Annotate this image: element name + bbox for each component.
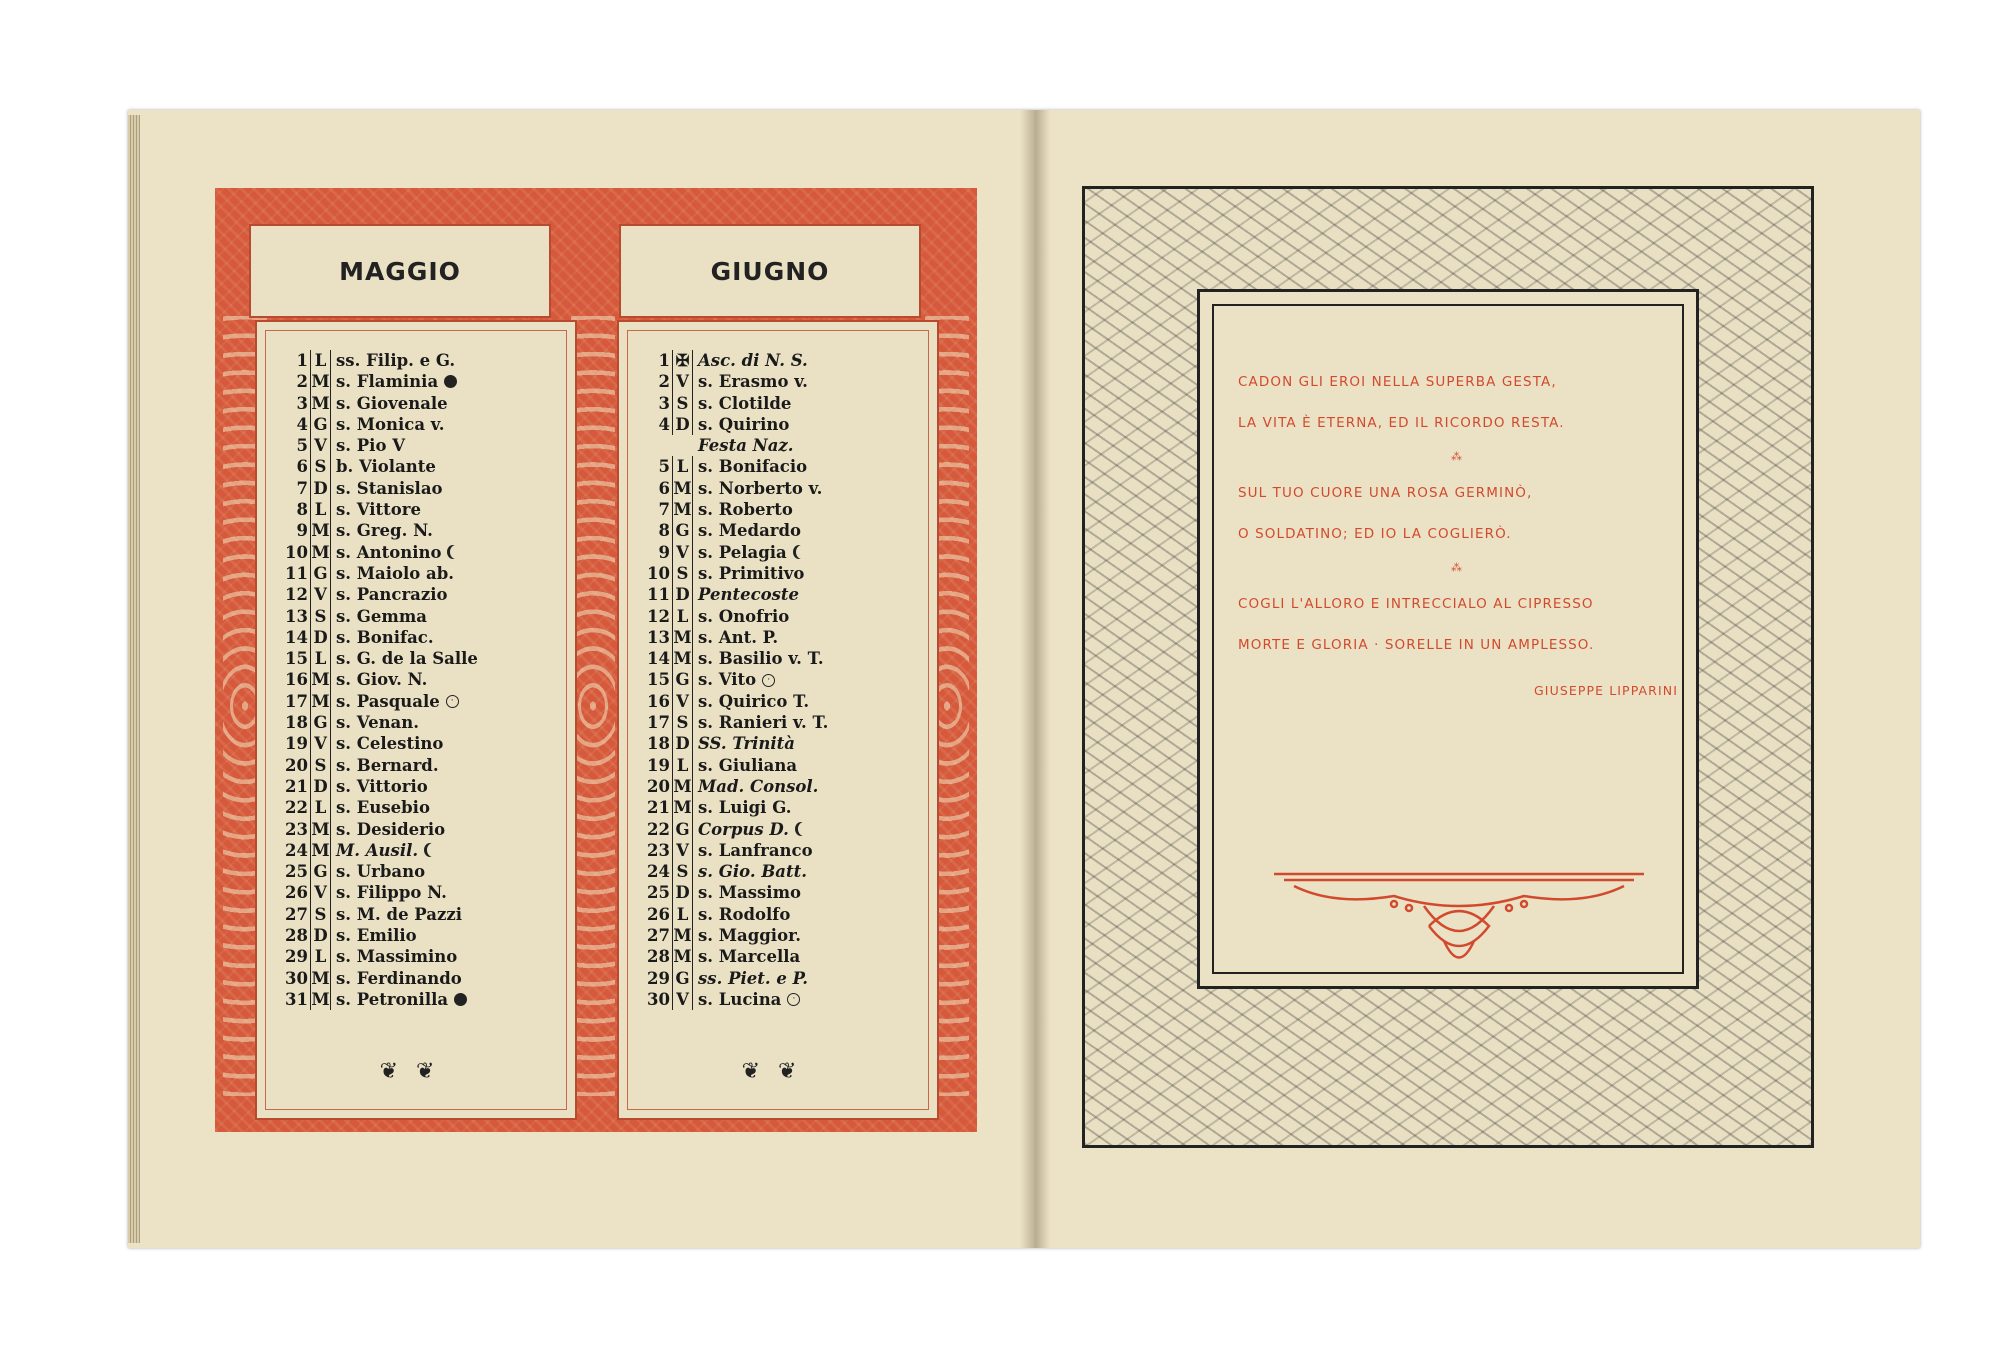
- calendar-day-row: [281, 755, 531, 776]
- calendar-day-row: [281, 840, 531, 861]
- saint-name: s. G. de la Salle: [336, 649, 478, 669]
- saint-name: s. Flaminia: [336, 372, 439, 392]
- weekday-letter: M: [673, 500, 692, 520]
- day-number: 10: [647, 563, 670, 583]
- moon-phase-new-icon: ·: [787, 993, 800, 1006]
- day-number: 1: [658, 351, 670, 370]
- day-number: 29: [647, 968, 670, 988]
- saint-name: s. Lanfranco: [698, 840, 813, 860]
- calendar-day-row: [643, 946, 893, 967]
- page-edges: [128, 115, 140, 1243]
- poem-line: CADON GLI EROI NELLA SUPERBA GESTA,: [1238, 374, 1557, 390]
- saint-name: b. Violante: [336, 457, 436, 477]
- day-number: 13: [647, 627, 670, 647]
- day-number: 18: [647, 734, 670, 754]
- day-number: 20: [647, 776, 670, 796]
- poem-line: COGLI L'ALLORO E INTRECCIALO AL CIPRESSO: [1238, 596, 1594, 612]
- calendar-day-row: [643, 819, 893, 840]
- moon-phase-crescent-icon: [795, 822, 807, 836]
- weekday-letter: M: [311, 393, 330, 413]
- holiday-note: Festa Naz.: [698, 436, 794, 456]
- day-number: 8: [296, 500, 308, 520]
- weekday-letter: G: [672, 520, 693, 541]
- calendar-day-row: [281, 435, 531, 456]
- day-list-maggio: [281, 350, 531, 1010]
- calendar-day-row: [281, 882, 531, 903]
- weekday-letter: S: [310, 456, 331, 477]
- weekday-letter: D: [310, 925, 331, 946]
- day-number: 9: [296, 521, 308, 541]
- weekday-letter: L: [310, 946, 331, 967]
- calendar-day-row: [643, 584, 893, 605]
- calendar-day-row: [643, 733, 893, 754]
- calendar-day-row: [281, 414, 531, 435]
- calendar-day-row: [281, 946, 531, 967]
- saint-name: s. Medardo: [698, 521, 802, 541]
- day-number: 16: [647, 691, 670, 711]
- saint-name: s. Maiolo ab.: [336, 563, 454, 583]
- weekday-letter: M: [673, 649, 692, 669]
- saint-name: s. Vittore: [336, 500, 421, 520]
- weekday-letter: V: [310, 882, 331, 903]
- day-number: 21: [647, 798, 670, 818]
- month-panel-maggio: [255, 320, 577, 1120]
- weekday-letter: V: [672, 989, 693, 1010]
- weekday-letter: V: [310, 435, 331, 456]
- saint-name: s. Urbano: [336, 862, 426, 882]
- weekday-letter: M: [311, 691, 330, 711]
- saint-name: s. Bonifacio: [698, 457, 808, 477]
- poem-line: SUL TUO CUORE UNA ROSA GERMINÒ,: [1238, 485, 1533, 501]
- saint-name: s. Roberto: [698, 500, 793, 520]
- saint-name: s. Pelagia: [698, 542, 787, 562]
- day-number: 3: [296, 393, 308, 413]
- saint-name: s. Venan.: [336, 713, 419, 733]
- weekday-letter: V: [310, 584, 331, 605]
- day-number: 22: [285, 798, 308, 818]
- calendar-day-row: [281, 691, 531, 712]
- saint-name: s. Massimo: [698, 883, 802, 903]
- month-panel-giugno: [617, 320, 939, 1120]
- saint-name: s. Pasquale: [336, 691, 440, 711]
- day-number: 5: [296, 436, 308, 456]
- weekday-letter: L: [672, 755, 693, 776]
- weekday-letter: D: [672, 584, 693, 605]
- calendar-day-row: [281, 819, 531, 840]
- day-number: 23: [647, 840, 670, 860]
- vine-ornament-center: [571, 316, 615, 1096]
- day-number: 4: [296, 414, 308, 434]
- calendar-day-row: [643, 414, 893, 457]
- calendar-day-row: [643, 669, 893, 690]
- poem-line: MORTE E GLORIA · SORELLE IN UN AMPLESSO.: [1238, 637, 1595, 653]
- weekday-letter: G: [310, 712, 331, 733]
- calendar-day-row: [281, 520, 531, 541]
- day-number: 20: [285, 755, 308, 775]
- day-number: 12: [285, 585, 308, 605]
- day-number: 1: [296, 351, 308, 370]
- saint-name: M. Ausil.: [336, 840, 419, 860]
- calendar-day-row: [643, 542, 893, 563]
- calendar-day-row: [643, 648, 893, 669]
- day-number: 19: [285, 734, 308, 754]
- weekday-letter: M: [311, 989, 330, 1009]
- weekday-letter: G: [310, 563, 331, 584]
- calendar-day-row: [643, 456, 893, 477]
- calendar-day-row: [643, 776, 893, 797]
- weekday-letter: M: [311, 670, 330, 690]
- calendar-day-row: [281, 393, 531, 414]
- weekday-letter: V: [672, 691, 693, 712]
- weekday-letter: G: [310, 861, 331, 882]
- saint-name: s. Clotilde: [698, 393, 792, 413]
- calendar-day-row: [281, 542, 531, 563]
- saint-name: s. Emilio: [336, 926, 417, 946]
- calendar-day-row: [643, 350, 893, 371]
- calendar-day-row: [643, 989, 893, 1010]
- saint-name: s. Massimino: [336, 947, 458, 967]
- calendar-day-row: [281, 797, 531, 818]
- saint-name: s. Pio V: [336, 436, 406, 456]
- weekday-letter: M: [673, 478, 692, 498]
- weekday-letter: L: [310, 350, 331, 371]
- calendar-day-row: [643, 393, 893, 414]
- day-number: 15: [285, 649, 308, 669]
- weekday-letter: L: [310, 499, 331, 520]
- day-number: 13: [285, 606, 308, 626]
- saint-name: s. Onofrio: [698, 606, 790, 626]
- day-number: 12: [647, 606, 670, 626]
- day-number: 2: [296, 372, 308, 392]
- saint-name: ss. Piet. e P.: [698, 968, 809, 988]
- calendar-day-row: [643, 499, 893, 520]
- saint-name: s. Stanislao: [336, 478, 443, 498]
- calendar-day-row: [281, 456, 531, 477]
- weekday-letter: V: [672, 840, 693, 861]
- day-number: 15: [647, 670, 670, 690]
- weekday-letter: D: [672, 414, 693, 435]
- calendar-day-row: [281, 904, 531, 925]
- poem-text: [1238, 374, 1678, 723]
- weekday-letter: L: [310, 648, 331, 669]
- day-number: 27: [285, 904, 308, 924]
- saint-name: Pentecoste: [698, 585, 800, 605]
- day-number: 24: [647, 862, 670, 882]
- calendar-day-row: [281, 968, 531, 989]
- day-number: 25: [647, 883, 670, 903]
- saint-name: s. Marcella: [698, 947, 801, 967]
- weekday-letter: M: [673, 926, 692, 946]
- moon-phase-full-icon: [454, 993, 467, 1006]
- saint-name: Corpus D.: [698, 819, 789, 839]
- saint-name: s. Lucina: [698, 989, 782, 1009]
- fleuron-ornament: ❦❦: [379, 1059, 453, 1084]
- calendar-day-row: [643, 606, 893, 627]
- weekday-letter: S: [310, 904, 331, 925]
- day-number: 21: [285, 776, 308, 796]
- day-number: 6: [296, 457, 308, 477]
- day-number: 17: [647, 713, 670, 733]
- saint-name: s. Ferdinando: [336, 968, 462, 988]
- saint-name: s. Greg. N.: [336, 521, 433, 541]
- weekday-letter: M: [673, 798, 692, 818]
- day-number: 8: [658, 521, 670, 541]
- saint-name: s. Bernard.: [336, 755, 439, 775]
- moon-phase-new-icon: ·: [446, 695, 459, 708]
- day-number: 26: [647, 904, 670, 924]
- day-number: 19: [647, 755, 670, 775]
- calendar-day-row: [643, 563, 893, 584]
- separator-ornament: ⁂: [1451, 450, 1465, 463]
- day-number: 29: [285, 947, 308, 967]
- calendar-day-row: [643, 755, 893, 776]
- day-number: 24: [285, 840, 308, 860]
- saint-name: s. Gemma: [336, 606, 427, 626]
- saint-name: s. Maggior.: [698, 926, 802, 946]
- weekday-letter: D: [672, 882, 693, 903]
- calendar-day-row: [643, 627, 893, 648]
- day-number: 3: [658, 393, 670, 413]
- calendar-day-row: [281, 733, 531, 754]
- saint-name: s. Desiderio: [336, 819, 446, 839]
- saint-name: s. Petronilla: [336, 989, 449, 1009]
- saint-name: s. Giovenale: [336, 393, 448, 413]
- poem-author: GIUSEPPE LIPPARINI: [1534, 683, 1678, 698]
- moon-phase-new-icon: ·: [762, 674, 775, 687]
- day-number: 9: [658, 542, 670, 562]
- poem-panel: [1212, 304, 1684, 974]
- saint-name: s. Luigi G.: [698, 798, 792, 818]
- saint-name: SS. Trinità: [698, 734, 795, 754]
- day-number: 30: [647, 989, 670, 1009]
- weekday-letter: M: [311, 840, 330, 860]
- calendar-day-row: [643, 904, 893, 925]
- day-number: 27: [647, 926, 670, 946]
- saint-name: s. Ranieri v. T.: [698, 713, 829, 733]
- calendar-day-row: [643, 925, 893, 946]
- weekday-letter: M: [311, 372, 330, 392]
- calendar-day-row: [643, 691, 893, 712]
- poem-line: O SOLDATINO; ED IO LA COGLIERÒ.: [1238, 526, 1512, 542]
- saint-name: s. Quirico T.: [698, 691, 810, 711]
- calendar-day-row: [281, 669, 531, 690]
- saint-name: s. Norberto v.: [698, 478, 823, 498]
- weekday-letter: S: [672, 861, 693, 882]
- calendar-day-row: [281, 606, 531, 627]
- day-number: 14: [285, 627, 308, 647]
- saint-name: s. Eusebio: [336, 798, 430, 818]
- saint-name: s. Celestino: [336, 734, 444, 754]
- calendar-frame: [215, 188, 977, 1132]
- saint-name: s. Basilio v. T.: [698, 649, 824, 669]
- day-number: 18: [285, 713, 308, 733]
- poem-outer-border: [1197, 289, 1699, 989]
- day-number: 26: [285, 883, 308, 903]
- calendar-day-row: [281, 925, 531, 946]
- calendar-day-row: [281, 861, 531, 882]
- day-number: 25: [285, 862, 308, 882]
- weekday-letter: S: [310, 606, 331, 627]
- saint-name: s. Antonino: [336, 542, 442, 562]
- calendar-day-row: [281, 712, 531, 733]
- saint-name: s. Vito: [698, 670, 757, 690]
- weekday-letter: L: [672, 606, 693, 627]
- weekday-letter: G: [672, 819, 693, 840]
- calendar-day-row: [643, 968, 893, 989]
- saint-name: s. Gio. Batt.: [698, 862, 807, 882]
- calendar-day-row: [643, 371, 893, 392]
- saint-name: s. Giuliana: [698, 755, 798, 775]
- weekday-letter: M: [673, 776, 692, 796]
- weekday-letter: L: [672, 904, 693, 925]
- saint-name: ss. Filip. e G.: [336, 351, 456, 370]
- saint-name: s. Ant. P.: [698, 627, 779, 647]
- saint-name: s. Primitivo: [698, 563, 805, 583]
- day-number: 14: [647, 649, 670, 669]
- poem-frame: [1082, 186, 1814, 1148]
- month-title-maggio: MAGGIO: [249, 224, 551, 318]
- calendar-day-row: [281, 648, 531, 669]
- weekday-letter: S: [672, 563, 693, 584]
- weekday-letter: V: [310, 733, 331, 754]
- weekday-letter: G: [310, 414, 331, 435]
- calendar-day-row: [643, 882, 893, 903]
- day-number: 11: [285, 563, 308, 583]
- spine-fold: [1020, 110, 1050, 1248]
- day-number: 7: [296, 478, 308, 498]
- calendar-day-row: [643, 861, 893, 882]
- month-title-giugno: GIUGNO: [619, 224, 921, 318]
- day-number: 28: [647, 947, 670, 967]
- weekday-letter: D: [672, 733, 693, 754]
- weekday-letter: M: [311, 542, 330, 562]
- day-number: 28: [285, 926, 308, 946]
- day-number: 17: [285, 691, 308, 711]
- day-number: 5: [658, 457, 670, 477]
- red-scroll-ornament: [1274, 866, 1644, 976]
- calendar-day-row: [643, 520, 893, 541]
- day-list-giugno: [643, 350, 893, 1010]
- weekday-letter: D: [310, 776, 331, 797]
- weekday-letter: G: [672, 669, 693, 690]
- weekday-letter: L: [672, 456, 693, 477]
- day-number: 16: [285, 670, 308, 690]
- saint-name: s. Rodolfo: [698, 904, 791, 924]
- weekday-letter: M: [673, 627, 692, 647]
- day-number: 2: [658, 372, 670, 392]
- saint-name: Mad. Consol.: [698, 776, 819, 796]
- weekday-letter: M: [311, 968, 330, 988]
- saint-name: s. Quirino Festa Naz.: [698, 414, 794, 456]
- poem-line: LA VITA È ETERNA, ED IL RICORDO RESTA.: [1238, 415, 1565, 431]
- separator-ornament: ⁂: [1451, 561, 1465, 574]
- day-number: 31: [285, 989, 308, 1009]
- day-number: 4: [658, 414, 670, 434]
- day-number: 30: [285, 968, 308, 988]
- calendar-day-row: [281, 499, 531, 520]
- day-number: 6: [658, 478, 670, 498]
- moon-phase-crescent-icon: [424, 843, 436, 857]
- calendar-day-row: [281, 478, 531, 499]
- calendar-day-row: [281, 627, 531, 648]
- weekday-letter: V: [672, 371, 693, 392]
- day-number: 10: [285, 542, 308, 562]
- saint-name: Asc. di N. S.: [698, 351, 808, 370]
- weekday-letter: D: [310, 627, 331, 648]
- calendar-day-row: [281, 371, 531, 392]
- weekday-letter: M: [311, 819, 330, 839]
- calendar-day-row: [281, 989, 531, 1010]
- moon-phase-crescent-icon: [793, 545, 805, 559]
- day-number: 22: [647, 819, 670, 839]
- weekday-letter: G: [672, 968, 693, 989]
- weekday-letter: ✠: [672, 350, 693, 371]
- saint-name: s. M. de Pazzi: [336, 904, 462, 924]
- calendar-day-row: [643, 712, 893, 733]
- weekday-letter: S: [672, 712, 693, 733]
- saint-name: s. Bonifac.: [336, 627, 434, 647]
- moon-phase-full-icon: [444, 375, 457, 388]
- calendar-day-row: [643, 840, 893, 861]
- weekday-letter: M: [673, 947, 692, 967]
- saint-name: s. Vittorio: [336, 776, 428, 796]
- saint-name: s. Erasmo v.: [698, 372, 808, 392]
- saint-name: s. Monica v.: [336, 414, 445, 434]
- moon-phase-crescent-icon: [447, 545, 459, 559]
- day-number: 23: [285, 819, 308, 839]
- weekday-letter: S: [672, 393, 693, 414]
- saint-name: s. Giov. N.: [336, 670, 428, 690]
- calendar-day-row: [281, 563, 531, 584]
- calendar-day-row: [281, 584, 531, 605]
- saint-name: s. Filippo N.: [336, 883, 447, 903]
- calendar-day-row: [281, 776, 531, 797]
- day-number: 7: [658, 500, 670, 520]
- weekday-letter: L: [310, 797, 331, 818]
- day-number: 11: [647, 585, 670, 605]
- saint-name: s. Pancrazio: [336, 585, 448, 605]
- calendar-day-row: [643, 797, 893, 818]
- weekday-letter: M: [311, 521, 330, 541]
- weekday-letter: D: [310, 478, 331, 499]
- weekday-letter: V: [672, 542, 693, 563]
- fleuron-ornament: ❦❦: [741, 1059, 815, 1084]
- weekday-letter: S: [310, 755, 331, 776]
- calendar-day-row: [281, 350, 531, 371]
- calendar-day-row: [643, 478, 893, 499]
